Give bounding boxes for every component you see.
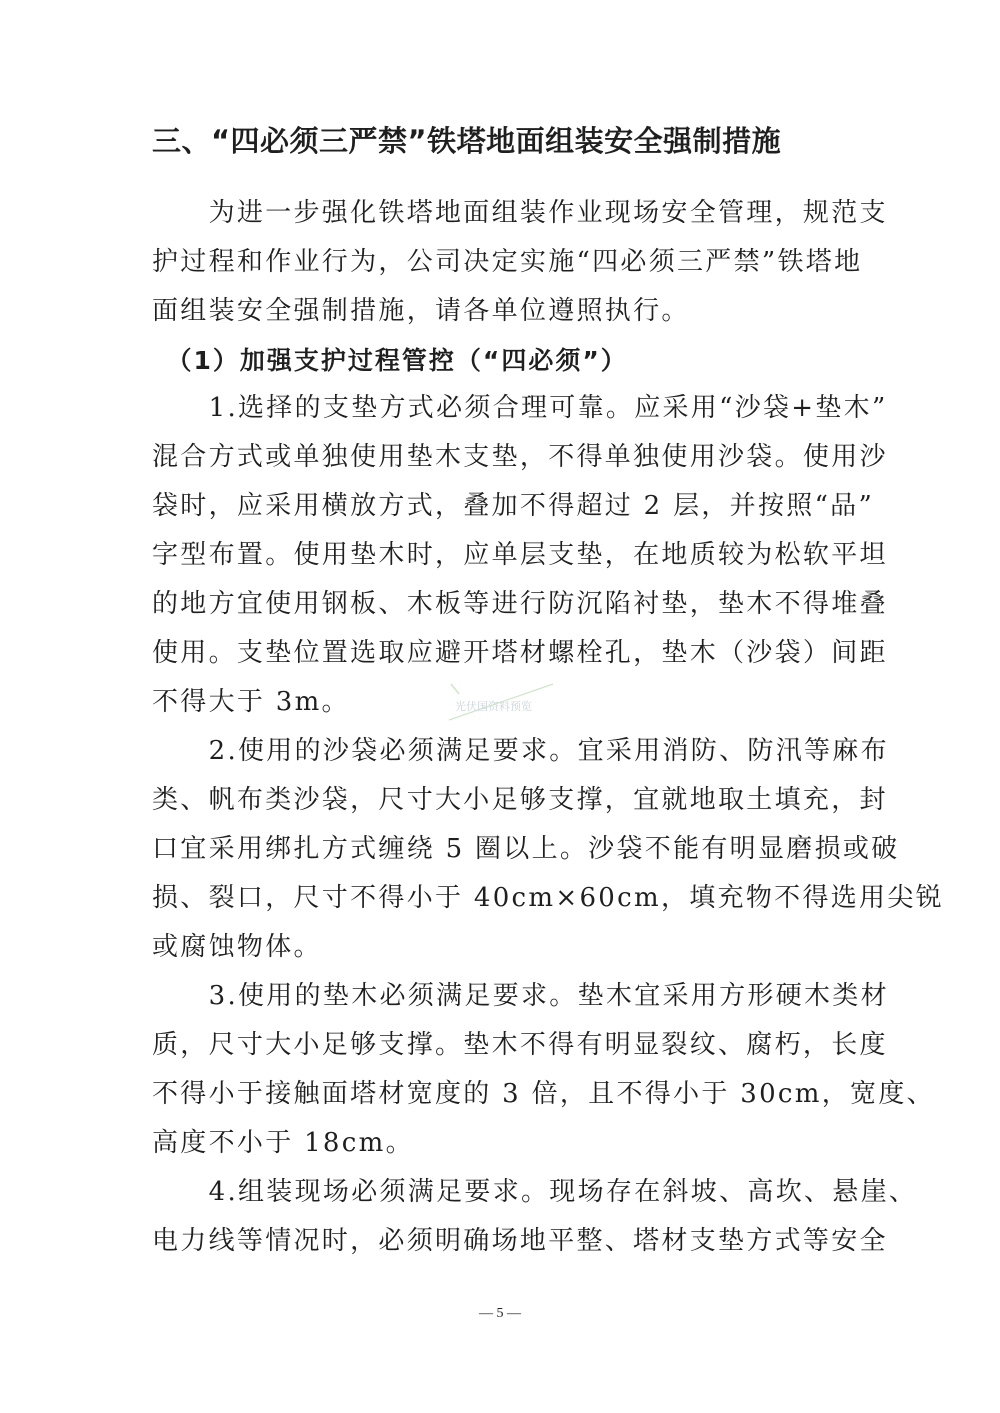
intro-paragraph [152, 189, 888, 336]
text-line: 混合方式或单独使用垫木支垫，不得单独使用沙袋。使用沙 [152, 442, 888, 472]
text-line: 3.使用的垫木必须满足要求。垫木宜采用方形硬木类材 [152, 981, 889, 1011]
text-line: 护过程和作业行为，公司决定实施“四必须三严禁”铁塔地 [152, 247, 863, 277]
text-line: 类、帆布类沙袋，尺寸大小足够支撑，宜就地取土填充，封 [152, 785, 888, 815]
text-line: 不得小于接触面塔材宽度的 3 倍，且不得小于 30cm，宽度、 [152, 1079, 935, 1109]
text-line: 损、裂口，尺寸不得小于 40cm×60cm，填充物不得选用尖锐 [152, 883, 944, 913]
text-line: 4.组装现场必须满足要求。现场存在斜坡、高坎、悬崖、 [152, 1177, 918, 1207]
text-line: 2.使用的沙袋必须满足要求。宜采用消防、防汛等麻布 [152, 736, 889, 766]
text-line: 质，尺寸大小足够支撑。垫木不得有明显裂纹、腐朽，长度 [152, 1030, 888, 1060]
text-line: 不得大于 3m。 [152, 687, 350, 717]
text-line: 使用。支垫位置选取应避开塔材螺栓孔，垫木（沙袋）间距 [152, 638, 888, 668]
text-line: 袋时，应采用横放方式，叠加不得超过 2 层，并按照“品” [152, 491, 875, 521]
item-4-paragraph [152, 1168, 918, 1266]
page-number: — 5 — [479, 1306, 521, 1321]
text-line: 面组装安全强制措施，请各单位遵照执行。 [152, 296, 690, 326]
text-line: 1.选择的支垫方式必须合理可靠。应采用“沙袋+垫木” [152, 393, 888, 423]
watermark-text: 光伏国资料预览 [455, 700, 532, 713]
item-2-paragraph [152, 727, 944, 972]
text-line: 字型布置。使用垫木时，应单层支垫，在地质较为松软平坦 [152, 540, 888, 570]
item-1-paragraph [152, 384, 888, 727]
text-line: 为进一步强化铁塔地面组装作业现场安全管理，规范支 [152, 198, 888, 228]
item-3-paragraph [152, 972, 935, 1168]
text-line: 高度不小于 18cm。 [152, 1128, 414, 1158]
text-line: 口宜采用绑扎方式缠绕 5 圈以上。沙袋不能有明显磨损或破 [152, 834, 900, 864]
section-title: 三、“四必须三严禁”铁塔地面组装安全强制措施 [152, 124, 782, 158]
subsection-heading: （1）加强支护过程管控（“四必须”） [152, 346, 628, 375]
text-line: 或腐蚀物体。 [152, 932, 322, 962]
text-line: 电力线等情况时，必须明确场地平整、塔材支垫方式等安全 [152, 1226, 888, 1256]
text-line: 的地方宜使用钢板、木板等进行防沉陷衬垫，垫木不得堆叠 [152, 589, 888, 619]
